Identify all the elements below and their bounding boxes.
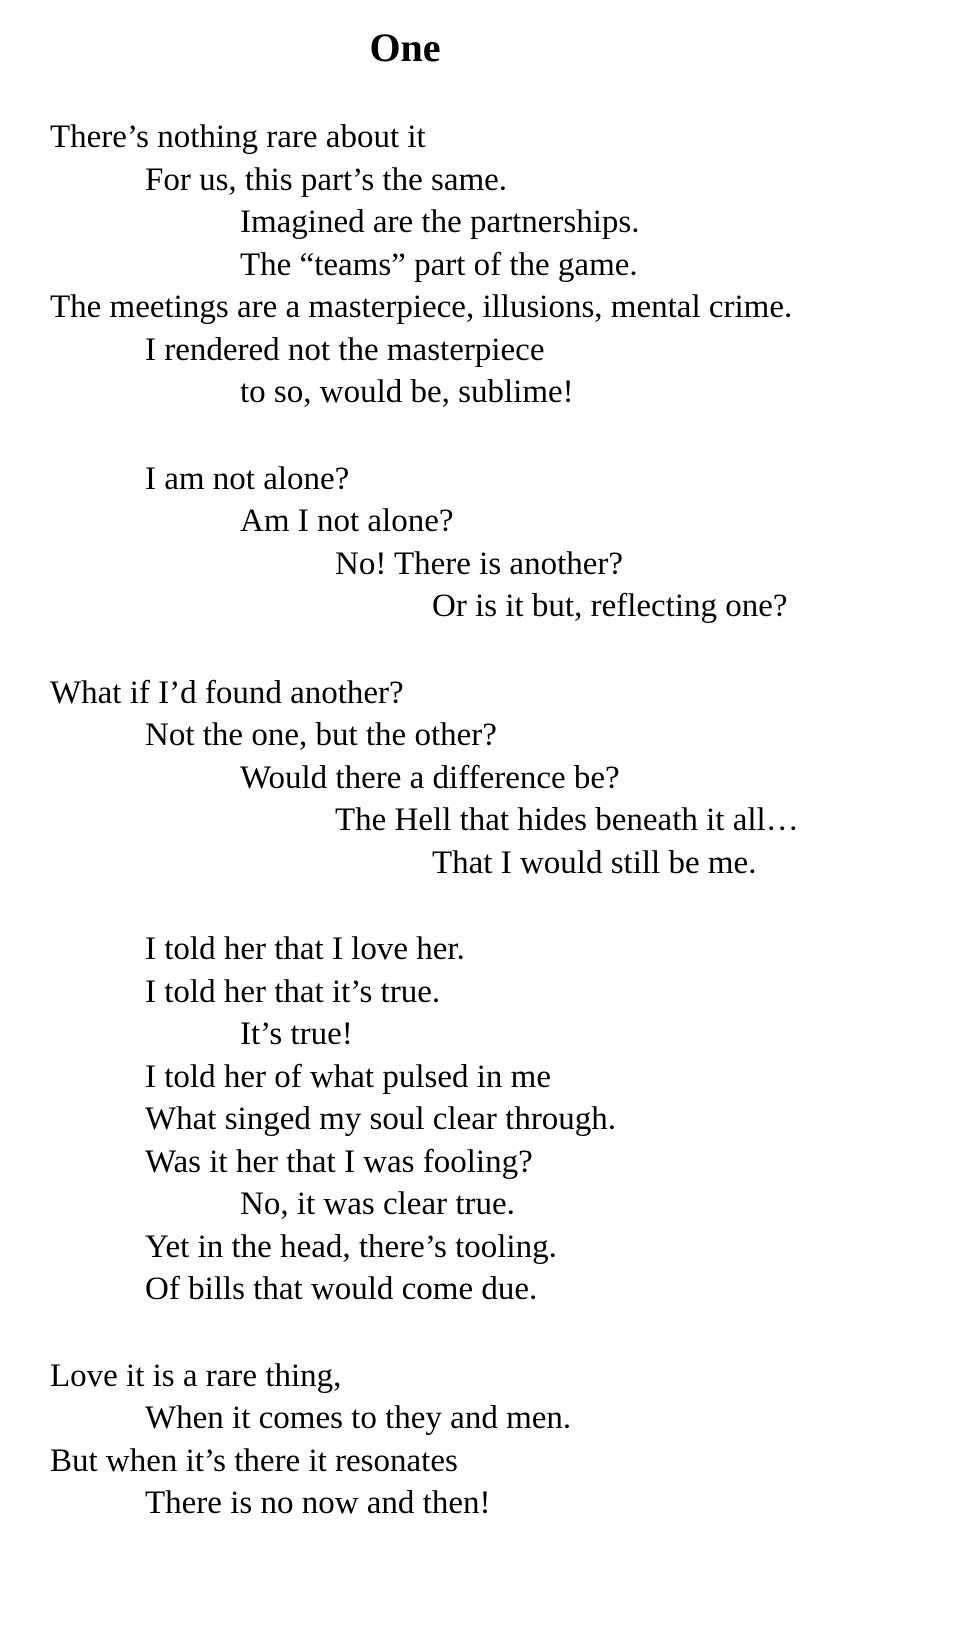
poem-line: I told her that I love her. [145, 931, 465, 967]
poem-line: Would there a difference be? [240, 759, 620, 796]
poem-line: Am I not alone? [240, 503, 454, 539]
poem-line: The “teams” part of the game. [240, 246, 638, 283]
poem-line: Was it her that I was fooling? [145, 1143, 533, 1180]
poem-line: Yet in the head, there’s tooling. [145, 1228, 557, 1265]
poem-line: I am not alone? [145, 460, 350, 497]
poem-line: I told her that it’s true. [145, 973, 441, 1010]
poem-line: What singed my soul clear through. [145, 1101, 617, 1137]
poem-line: It’s true! [240, 1016, 353, 1052]
stanza [50, 1355, 960, 1525]
stanza [50, 458, 960, 628]
poem-line: There is no now and then! [145, 1485, 491, 1521]
poem-line: That I would still be me. [432, 844, 757, 881]
poem-title: One [369, 25, 441, 70]
poem-line: The meetings are a masterpiece, illusions, mental crime. [50, 289, 793, 325]
poem-line: But when it’s there it resonates [50, 1442, 458, 1479]
poem-line: Imagined are the partnerships. [240, 204, 640, 240]
poem-line: I told her of what pulsed in me [145, 1058, 551, 1095]
poem-line: Not the one, but the other? [145, 717, 497, 753]
poem-line: I rendered not the masterpiece [145, 331, 545, 368]
poem-line: No! There is another? [335, 545, 624, 582]
poem-line: Of bills that would come due. [145, 1271, 538, 1307]
stanza [50, 928, 960, 1311]
poem-line: Or is it but, reflecting one? [432, 588, 788, 624]
poem-line: For us, this part’s the same. [145, 161, 508, 198]
poem-line: When it comes to they and men. [145, 1400, 572, 1436]
poem-line: to so, would be, sublime! [240, 374, 574, 410]
poem-body [50, 116, 960, 1569]
poem-line: No, it was clear true. [240, 1186, 515, 1222]
stanza [50, 672, 960, 885]
poem-line: What if I’d found another? [50, 674, 404, 711]
stanza [50, 116, 960, 414]
poem-line: There’s nothing rare about it [50, 119, 426, 155]
poem-line: The Hell that hides beneath it all… [335, 802, 799, 838]
poem-line: Love it is a rare thing, [50, 1357, 342, 1394]
